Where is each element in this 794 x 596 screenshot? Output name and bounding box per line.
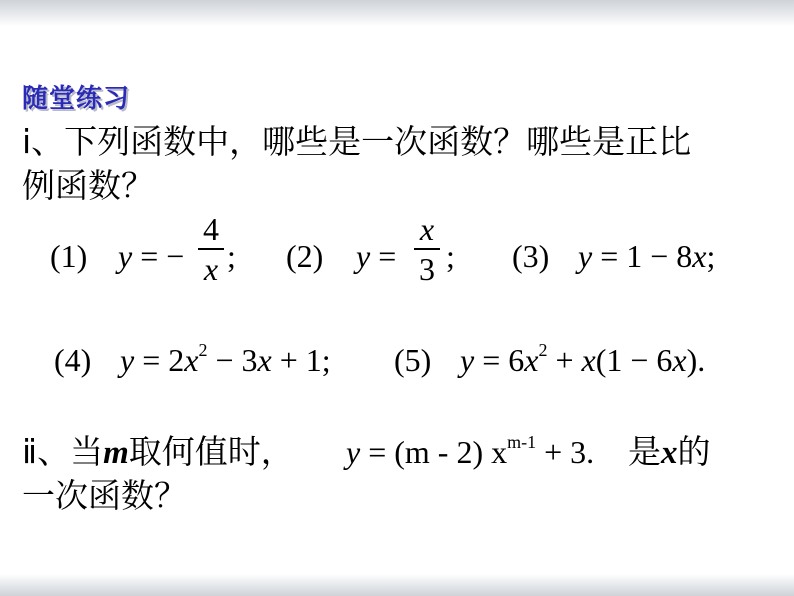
item-2-denominator: 3 <box>419 251 435 287</box>
item-2-label: (2) <box>286 238 324 274</box>
item-2-fraction <box>414 212 440 286</box>
question-2-formula: y = (m - 2) $x^{m-1} + 3$. <box>346 432 595 470</box>
fraction-bar <box>414 248 440 250</box>
slide-title: 随堂练习 <box>22 84 131 114</box>
bottom-decor-bar <box>0 574 794 596</box>
question-1-marker: ⅰ <box>22 122 32 161</box>
question-1-line-2: 例函数？ <box>22 166 154 205</box>
item-1-lhs: y = − <box>118 238 185 274</box>
item-1-denominator: x <box>203 251 219 287</box>
item-3-expression: y = 1 − 8x; <box>578 238 716 274</box>
item-2-lhs: y = <box>356 238 397 274</box>
question-1-text: 、下列函数中，哪些是一次函数？哪些是正比 <box>31 122 692 161</box>
item-1-end: ; <box>227 238 236 274</box>
item-4-label: (4) <box>54 342 92 378</box>
question-2-suffix: 是x的 <box>628 432 711 471</box>
item-1-fraction <box>198 212 224 286</box>
item-2-end: ; <box>446 238 455 274</box>
item-5-expression: $y = 6x^2 + x(1 - 6x)$. <box>460 340 706 378</box>
item-1-label: (1) <box>50 238 88 274</box>
item-3-label: (3) <box>512 238 550 274</box>
variable-m: m <box>103 435 129 471</box>
item-2-numerator: x <box>419 211 435 247</box>
top-decor-bar <box>0 0 794 26</box>
variable-x: x <box>661 435 678 471</box>
item-4-expression: $y = 2x^2 - 3x + 1$; <box>120 340 331 378</box>
item-1-numerator: 4 <box>203 211 219 247</box>
fraction-bar <box>198 248 224 250</box>
item-5-label: (5) <box>394 342 432 378</box>
question-2-line-1: ⅱ、当m取何值时， <box>22 432 294 471</box>
question-2-line-2: 一次函数？ <box>22 476 187 515</box>
question-2-marker: ⅱ <box>22 432 38 471</box>
question-1-line-1 <box>22 122 691 162</box>
